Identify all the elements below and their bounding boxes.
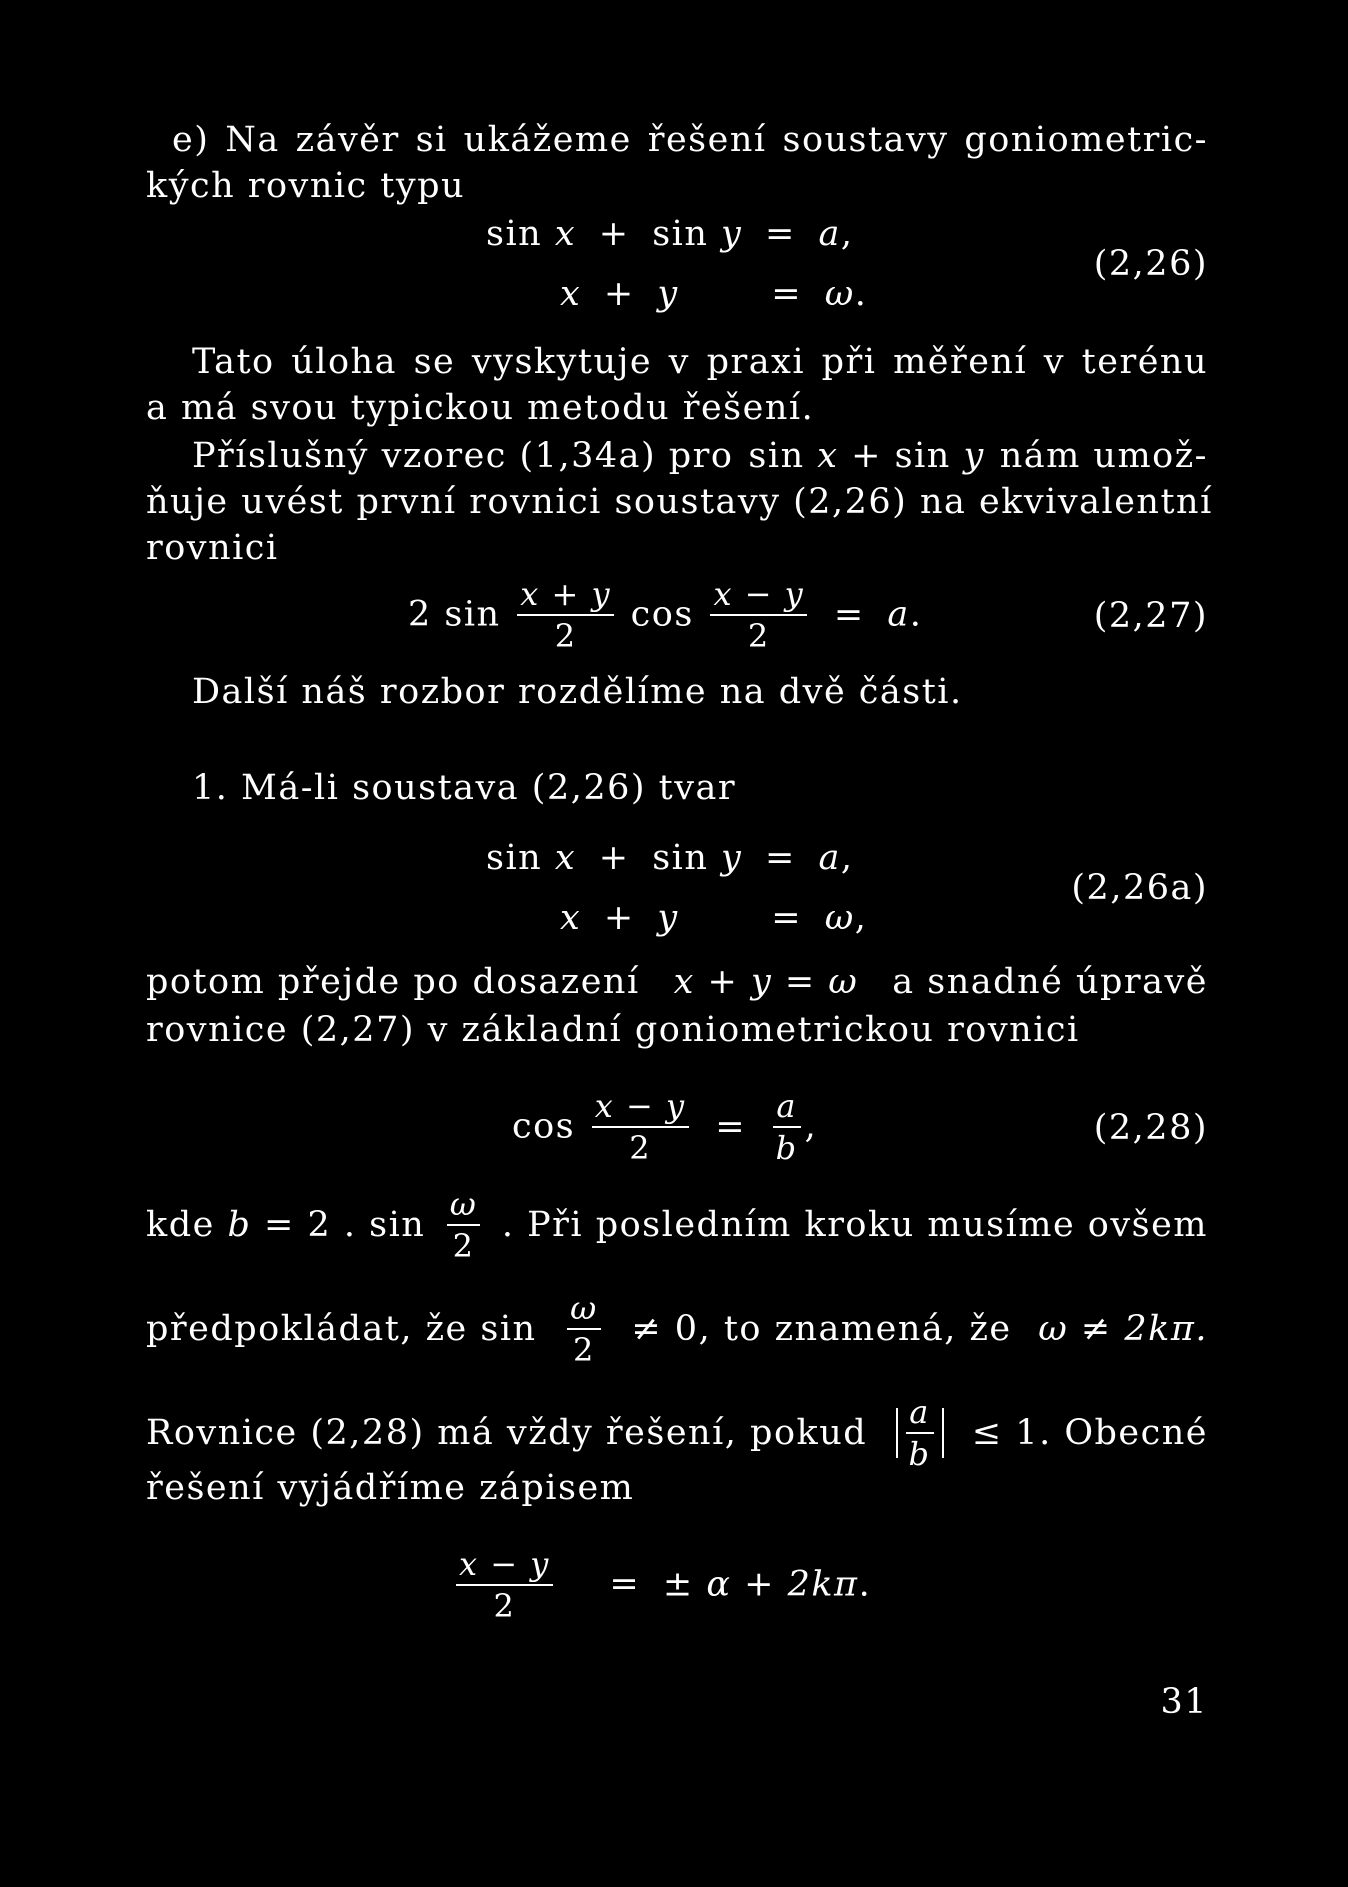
- equals-sign: =: [771, 898, 803, 938]
- para7-start: Rovnice (2,28) má vždy řešení, pokud: [146, 1412, 868, 1453]
- var-x: x: [560, 274, 582, 314]
- equation-number-227: (2,27): [1093, 596, 1208, 636]
- para2-line-1: [192, 434, 1208, 478]
- para4-text-c: a snadné úpravě: [892, 962, 1208, 1002]
- fraction-x-minus-y-over-2: $\frac{x - y}{2}$: [592, 1090, 689, 1164]
- para6-condition: ω ≠ 2kπ.: [1038, 1308, 1208, 1349]
- equation-final: [452, 1545, 872, 1625]
- plus-sign: +: [598, 838, 630, 878]
- coef-2sin: 2 sin: [408, 594, 501, 635]
- para5-rest: . Při posledním kroku musíme ovšem: [501, 1204, 1208, 1245]
- system-226a-row-2: [560, 896, 867, 940]
- equals-sign: =: [764, 838, 796, 878]
- fraction-x-minus-y-over-2: $\frac{x - y}{2}$: [456, 1548, 553, 1622]
- para8-line-1: řešení vyjádříme zápisem: [146, 1468, 635, 1508]
- para7-line-1: [146, 1393, 1208, 1473]
- para4-text-a: potom přejde po dosazení: [146, 962, 640, 1002]
- equation-number-228: (2,28): [1093, 1108, 1208, 1148]
- abs-value-a-over-b: [896, 1393, 944, 1473]
- para4-line-2: rovnice (2,27) v základní goniometrickou rovnici: [146, 1010, 1080, 1050]
- punctuation: .: [854, 274, 868, 314]
- para3-line-1: Další náš rozbor rozdělíme na dvě části.: [192, 672, 963, 712]
- para2-line-2: ňuje uvést první rovnici soustavy (2,26) na ekvivalentní: [146, 482, 1213, 522]
- var-y: y: [721, 214, 743, 254]
- system-226-row-1: [486, 212, 853, 256]
- fraction-a-over-b: $\frac{a}{b}$: [906, 1396, 934, 1470]
- equals-sign: =: [715, 1106, 747, 1147]
- plus-2kpi: + 2kπ: [744, 1564, 859, 1605]
- var-x: x: [554, 838, 577, 878]
- equals-sign: =: [771, 274, 803, 314]
- cos-text: cos: [512, 1106, 576, 1147]
- var-a: a: [887, 594, 910, 635]
- sin-text: sin: [652, 838, 709, 878]
- plus-sign: +: [598, 214, 630, 254]
- var-x: x: [560, 898, 582, 938]
- fraction-x-plus-y-over-2: $\frac{x + y}{2}$: [517, 578, 614, 652]
- punctuation: ,: [840, 214, 854, 254]
- equals-sign: =: [764, 214, 796, 254]
- para2-line-3: rovnici: [146, 528, 279, 568]
- punctuation: ,: [854, 898, 868, 938]
- equals-sign: =: [609, 1563, 641, 1604]
- para5-kde-part: kde b = 2 . sin: [146, 1204, 426, 1245]
- var-omega: ω: [824, 898, 855, 938]
- para1-line-2: a má svou typickou metodu řešení.: [146, 388, 815, 428]
- page-number: 31: [1160, 1682, 1208, 1722]
- var-a: a: [818, 838, 841, 878]
- plus-sign: +: [603, 898, 635, 938]
- fraction-omega-over-2: $\frac{\omega}{2}$: [567, 1292, 601, 1366]
- case1-line-1: 1. Má-li soustava (2,26) tvar: [192, 768, 737, 808]
- fraction-x-minus-y-over-2: $\frac{x - y}{2}$: [710, 578, 807, 652]
- sin-text: sin: [486, 214, 543, 254]
- equation-number-226: (2,26): [1093, 244, 1208, 284]
- sin-text: sin: [652, 214, 709, 254]
- var-a: a: [818, 214, 841, 254]
- punctuation: ,: [804, 1106, 818, 1147]
- punctuation: ,: [840, 838, 854, 878]
- para4-line-1: [146, 960, 1208, 1004]
- intro-line-1: e) Na závěr si ukážeme řešení soustavy goniometric-: [172, 120, 1208, 160]
- plus-sign: +: [603, 274, 635, 314]
- equation-number-226a: (2,26a): [1071, 868, 1208, 908]
- para5-line-1: [146, 1185, 1208, 1265]
- var-y: y: [657, 274, 679, 314]
- system-226-row-2: [560, 272, 867, 316]
- equation-228: [512, 1087, 818, 1167]
- para2-expression: sin x + sin y: [748, 436, 985, 476]
- punctuation: .: [858, 1564, 872, 1605]
- para6-start: předpokládat, že sin: [146, 1308, 537, 1349]
- equals-sign: =: [833, 594, 865, 635]
- intro-line-2: kých rovnic typu: [146, 166, 466, 206]
- para1-line-1: Tato úloha se vyskytuje v praxi při měření v terénu: [192, 342, 1208, 382]
- cos-text: cos: [630, 594, 694, 635]
- equation-227: [408, 575, 923, 655]
- punctuation: .: [909, 594, 923, 635]
- fraction-a-over-b: $\frac{a}{b}$: [773, 1090, 801, 1164]
- para4-expression: x + y = ω: [673, 962, 859, 1002]
- pm-alpha: ± α: [662, 1564, 732, 1605]
- para2-text-f: nám umož-: [999, 436, 1208, 476]
- para7-rest: ≤ 1. Obecné: [971, 1412, 1208, 1453]
- fraction-omega-over-2: $\frac{\omega}{2}$: [447, 1188, 481, 1262]
- para2-text-a: Příslušný vzorec (1,34a) pro: [192, 436, 734, 476]
- var-y: y: [657, 898, 679, 938]
- var-x: x: [554, 214, 577, 254]
- var-y: y: [721, 838, 743, 878]
- para6-line-1: [146, 1289, 1208, 1369]
- sin-text: sin: [486, 838, 543, 878]
- var-omega: ω: [824, 274, 855, 314]
- para6-mid: ≠ 0, to znamená, že: [631, 1308, 1012, 1349]
- system-226a-row-1: [486, 836, 853, 880]
